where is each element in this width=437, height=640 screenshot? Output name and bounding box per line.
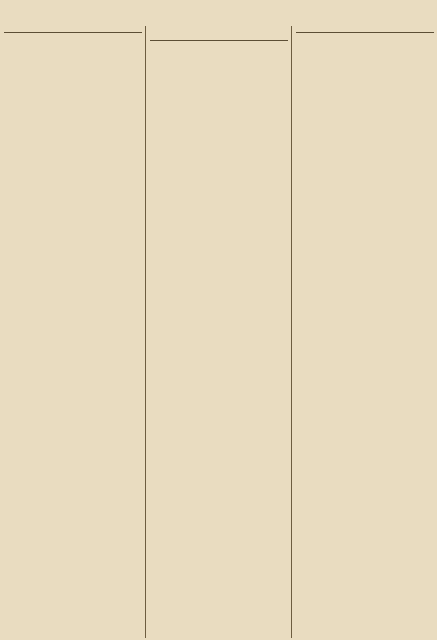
column-divider (145, 26, 146, 638)
voter-column-1 (4, 30, 142, 38)
column-header (4, 30, 142, 33)
column-header (296, 30, 434, 33)
voter-column-2 (150, 30, 288, 44)
column-divider (291, 26, 292, 638)
column-header (150, 38, 288, 41)
voter-column-3 (296, 30, 434, 36)
